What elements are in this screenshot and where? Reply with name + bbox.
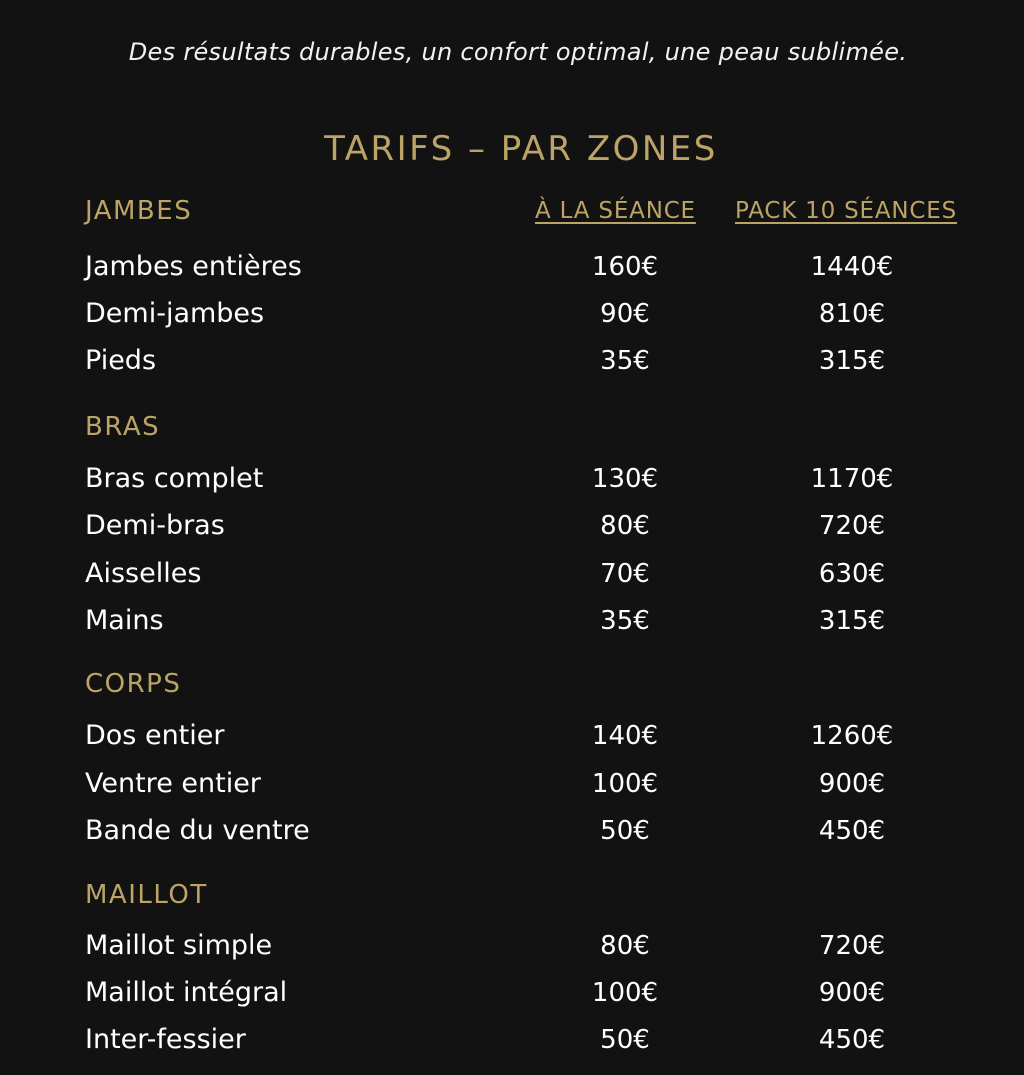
price-row bbox=[0, 764, 1024, 804]
price-row bbox=[0, 554, 1024, 594]
page-title: TARIFS – PAR ZONES bbox=[324, 129, 718, 169]
pack-price: 900€ bbox=[818, 769, 886, 799]
single-session-price: 100€ bbox=[591, 769, 659, 799]
column-header-single-session: À LA SÉANCE bbox=[535, 198, 696, 224]
single-session-price: 70€ bbox=[600, 559, 650, 589]
zone-label: Maillot simple bbox=[85, 930, 273, 961]
zone-label: Dos entier bbox=[85, 720, 225, 751]
single-session-price: 90€ bbox=[600, 299, 650, 329]
section-title-bras: BRAS bbox=[85, 412, 161, 442]
zone-label: Aisselles bbox=[85, 558, 202, 589]
pack-price: 1260€ bbox=[810, 721, 894, 751]
zone-label: Demi-jambes bbox=[85, 298, 265, 329]
zone-label: Pieds bbox=[85, 345, 157, 376]
pack-price: 450€ bbox=[818, 816, 886, 846]
single-session-price: 35€ bbox=[600, 346, 650, 376]
pack-price: 315€ bbox=[818, 346, 886, 376]
price-row bbox=[0, 294, 1024, 334]
price-row bbox=[0, 973, 1024, 1013]
price-row bbox=[0, 811, 1024, 851]
tagline: Des résultats durables, un confort optimal, une peau sublimée. bbox=[128, 38, 908, 66]
single-session-price: 50€ bbox=[600, 816, 650, 846]
zone-label: Ventre entier bbox=[85, 768, 261, 799]
price-row bbox=[0, 506, 1024, 546]
section-title-corps: CORPS bbox=[85, 669, 182, 699]
pack-price: 630€ bbox=[818, 559, 886, 589]
section-title-jambes: JAMBES bbox=[85, 196, 193, 226]
section-header-maillot bbox=[0, 875, 1024, 915]
section-header-jambes bbox=[0, 191, 1024, 231]
pack-price: 450€ bbox=[818, 1025, 886, 1055]
section-title-maillot: MAILLOT bbox=[85, 880, 208, 910]
pack-price: 720€ bbox=[818, 511, 886, 541]
pack-price: 1440€ bbox=[810, 252, 894, 282]
zone-label: Inter-fessier bbox=[85, 1024, 246, 1055]
single-session-price: 50€ bbox=[600, 1025, 650, 1055]
price-row bbox=[0, 926, 1024, 966]
zone-label: Bras complet bbox=[85, 463, 264, 494]
pack-price: 810€ bbox=[818, 299, 886, 329]
pack-price: 315€ bbox=[818, 606, 886, 636]
single-session-price: 130€ bbox=[591, 464, 659, 494]
zone-label: Mains bbox=[85, 605, 164, 636]
price-row bbox=[0, 247, 1024, 287]
price-row bbox=[0, 1020, 1024, 1060]
zone-label: Jambes entières bbox=[85, 251, 302, 282]
single-session-price: 80€ bbox=[600, 511, 650, 541]
price-row bbox=[0, 459, 1024, 499]
price-row bbox=[0, 716, 1024, 756]
zone-label: Maillot intégral bbox=[85, 977, 288, 1008]
pack-price: 720€ bbox=[818, 931, 886, 961]
single-session-price: 35€ bbox=[600, 606, 650, 636]
pack-price: 1170€ bbox=[810, 464, 894, 494]
single-session-price: 140€ bbox=[591, 721, 659, 751]
section-header-bras bbox=[0, 407, 1024, 447]
single-session-price: 100€ bbox=[591, 978, 659, 1008]
section-header-corps bbox=[0, 664, 1024, 704]
single-session-price: 80€ bbox=[600, 931, 650, 961]
zone-label: Bande du ventre bbox=[85, 815, 310, 846]
price-row bbox=[0, 341, 1024, 381]
zone-label: Demi-bras bbox=[85, 510, 225, 541]
pack-price: 900€ bbox=[818, 978, 886, 1008]
price-row bbox=[0, 601, 1024, 641]
single-session-price: 160€ bbox=[591, 252, 659, 282]
column-header-pack-10: PACK 10 SÉANCES bbox=[735, 198, 958, 224]
